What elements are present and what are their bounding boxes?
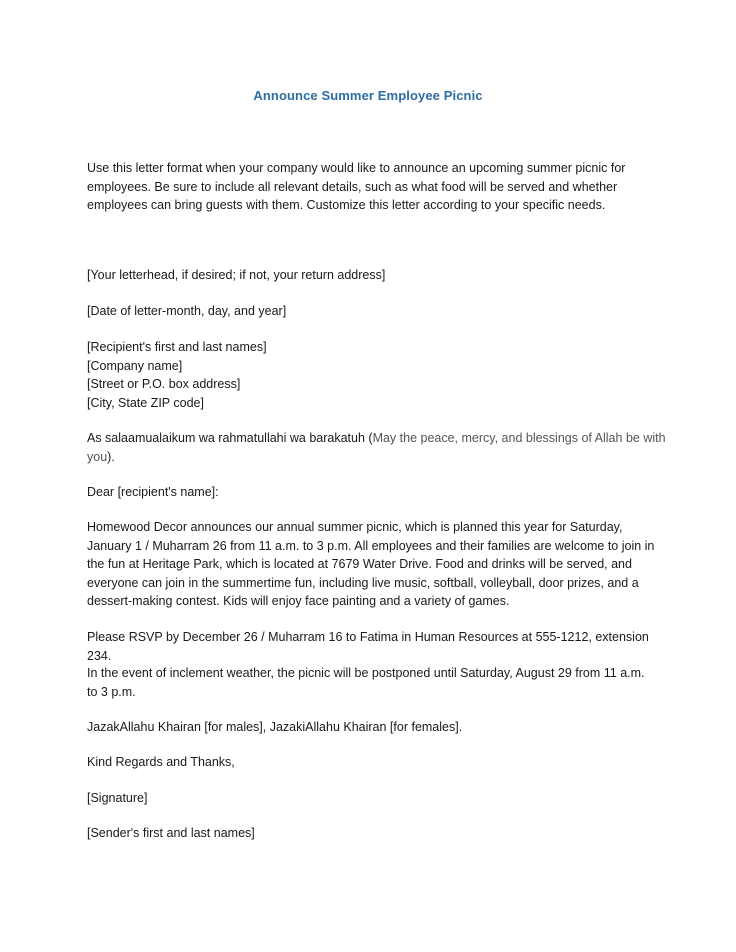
greeting-translation-end: you — [87, 449, 108, 464]
closing: Kind Regards and Thanks, — [87, 755, 235, 769]
intro-line: employees can bring guests with them. Customize this letter according to your specific needs. — [87, 198, 606, 212]
greeting-translation: May the peace, mercy, and blessings of Allah be with — [372, 431, 666, 445]
recipient-name: [Recipient's first and last names] — [87, 340, 267, 354]
recipient-address-block — [87, 338, 667, 412]
signature-placeholder: [Signature] — [87, 791, 148, 805]
recipient-company: [Company name] — [87, 358, 183, 373]
announcement-line: the fun at Heritage Park, which is located at 7679 Water Drive. Food and drinks will be served, and — [87, 557, 632, 571]
salutation: Dear [recipient's name]: — [87, 485, 219, 499]
weather-line: to 3 p.m. — [87, 684, 136, 699]
intro-line: employees. Be sure to include all relevant details, such as what food will be served and whether — [87, 179, 618, 194]
recipient-street: [Street or P.O. box address] — [87, 377, 241, 391]
announcement-line: dessert-making contest. Kids will enjoy face painting and a variety of games. — [87, 594, 510, 608]
rsvp-paragraph: Please RSVP by December 26 / Muharram 16 to Fatima in Human Resources at 555-1212, extension 234. — [87, 630, 649, 663]
page-title: Announce Summer Employee Picnic — [253, 88, 483, 103]
announcement-line: everyone can join in the summertime fun, including live music, softball, volleyball, door prizes, and a — [87, 575, 639, 590]
weather-paragraph — [87, 664, 667, 701]
greeting-paragraph — [87, 429, 667, 466]
weather-line: In the event of inclement weather, the picnic will be postponed until Saturday, August 29 from 11 a.m. — [87, 666, 645, 680]
announcement-line: January 1 / Muharram 26 from 11 a.m. to 3 p.m. All employees and their families are welcome to join in — [87, 538, 655, 553]
intro-paragraph — [87, 159, 667, 215]
announcement-paragraph — [87, 518, 667, 611]
jazak-line: JazakAllahu Khairan [for males], JazakiAllahu Khairan [for females]. — [87, 720, 463, 734]
recipient-city: [City, State ZIP code] — [87, 395, 204, 410]
date-placeholder: [Date of letter-month, day, and year] — [87, 304, 287, 318]
greeting-arabic: As salaamualaikum wa rahmatullahi wa barakatuh ( — [87, 431, 373, 445]
intro-line: Use this letter format when your company would like to announce an upcoming summer picnic for — [87, 161, 626, 175]
sender-name: [Sender's first and last names] — [87, 826, 255, 840]
greeting-end: ). — [107, 449, 115, 464]
letterhead-placeholder: [Your letterhead, if desired; if not, your return address] — [87, 268, 386, 282]
announcement-line: Homewood Decor announces our annual summer picnic, which is planned this year for Saturday, — [87, 520, 623, 534]
